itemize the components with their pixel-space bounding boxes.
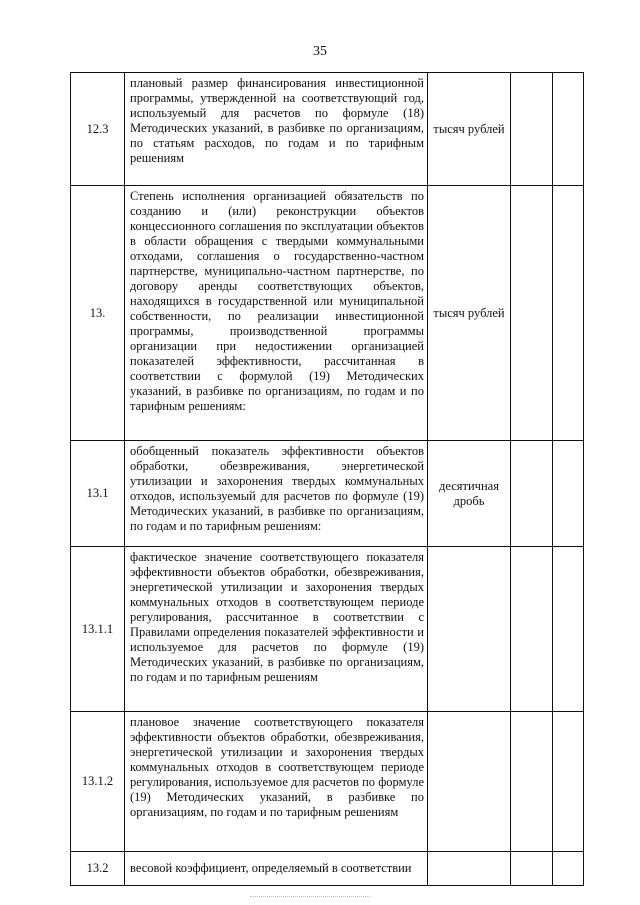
table-row bbox=[71, 73, 584, 186]
row-value-cell bbox=[553, 852, 584, 886]
row-description: обобщенный показатель эффективности объектов обработки, обезвреживания, энергетической утилизации и захоронения твердых коммунальных отходов, используемый для расчетов по формуле (19) Методических указаний, в разбивке по организациям, по годам и по тарифным решениям: bbox=[125, 441, 428, 547]
page-number: 35 bbox=[313, 44, 327, 59]
row-description: Степень исполнения организацией обязательств по созданию и (или) реконструкции объектов концессионного соглашения по эксплуатации объектов в области обращения с твердыми коммунальными отходами, соглашения о государственно-частном партнерстве, муниципально-частном партнерстве, по договору аренды соответствующих объектов, находящихся в государственной или муниципальной собственности, по реализации инвестиционной программы, производственной программы организации при недостижении организацией показателей эффективности, рассчитанная в соответствии с формулой (19) Методических указаний, в разбивке по организациям, по годам и по тарифным решениям: bbox=[125, 186, 428, 441]
row-value-cell bbox=[511, 547, 553, 712]
table-row bbox=[71, 547, 584, 712]
row-description: фактическое значение соответствующего показателя эффективности объектов обработки, обезвреживания, энергетической утилизации и захоронения твердых коммунальных отходов в соответствующем периоде регулирования, рассчитанное в соответствии с Правилами определения показателей эффективности и используемое для расчетов по формуле (19) Методических указаний, в разбивке по организациям, по годам и по тарифным решениям bbox=[125, 547, 428, 712]
row-description: весовой коэффициент, определяемый в соответствии bbox=[125, 852, 428, 886]
scan-artifact bbox=[250, 896, 370, 898]
row-value-cell bbox=[553, 73, 584, 186]
table-row bbox=[71, 852, 584, 886]
row-value-cell bbox=[511, 73, 553, 186]
row-unit: десятичная дробь bbox=[428, 441, 511, 547]
table-row bbox=[71, 186, 584, 441]
row-number: 13.1.2 bbox=[71, 712, 125, 852]
row-unit: тысяч рублей bbox=[428, 73, 511, 186]
row-value-cell bbox=[511, 186, 553, 441]
row-value-cell bbox=[511, 852, 553, 886]
row-number: 13.1 bbox=[71, 441, 125, 547]
row-description: плановый размер финансирования инвестиционной программы, утвержденной на соответствующий год, используемый для расчетов по формуле (18) Методических указаний, в разбивке по организациям, по статьям расходов, по годам и по тарифным решениям bbox=[125, 73, 428, 186]
row-unit bbox=[428, 852, 511, 886]
row-number: 13.2 bbox=[71, 852, 125, 886]
row-unit bbox=[428, 712, 511, 852]
row-value-cell bbox=[553, 441, 584, 547]
row-unit: тысяч рублей bbox=[428, 186, 511, 441]
row-value-cell bbox=[553, 712, 584, 852]
row-number: 13.1.1 bbox=[71, 547, 125, 712]
table-row bbox=[71, 441, 584, 547]
row-value-cell bbox=[511, 441, 553, 547]
row-value-cell bbox=[553, 186, 584, 441]
row-description: плановое значение соответствующего показателя эффективности объектов обработки, обезвреживания, энергетической утилизации и захоронения твердых коммунальных отходов в соответствующем периоде регулирования, используемое для расчетов по формуле (19) Методических указаний, в разбивке по организациям, по годам и по тарифным решениям bbox=[125, 712, 428, 852]
row-value-cell bbox=[553, 547, 584, 712]
row-unit bbox=[428, 547, 511, 712]
row-number: 13. bbox=[71, 186, 125, 441]
table-row bbox=[71, 712, 584, 852]
indicators-table bbox=[70, 72, 584, 886]
row-number: 12.3 bbox=[71, 73, 125, 186]
row-value-cell bbox=[511, 712, 553, 852]
